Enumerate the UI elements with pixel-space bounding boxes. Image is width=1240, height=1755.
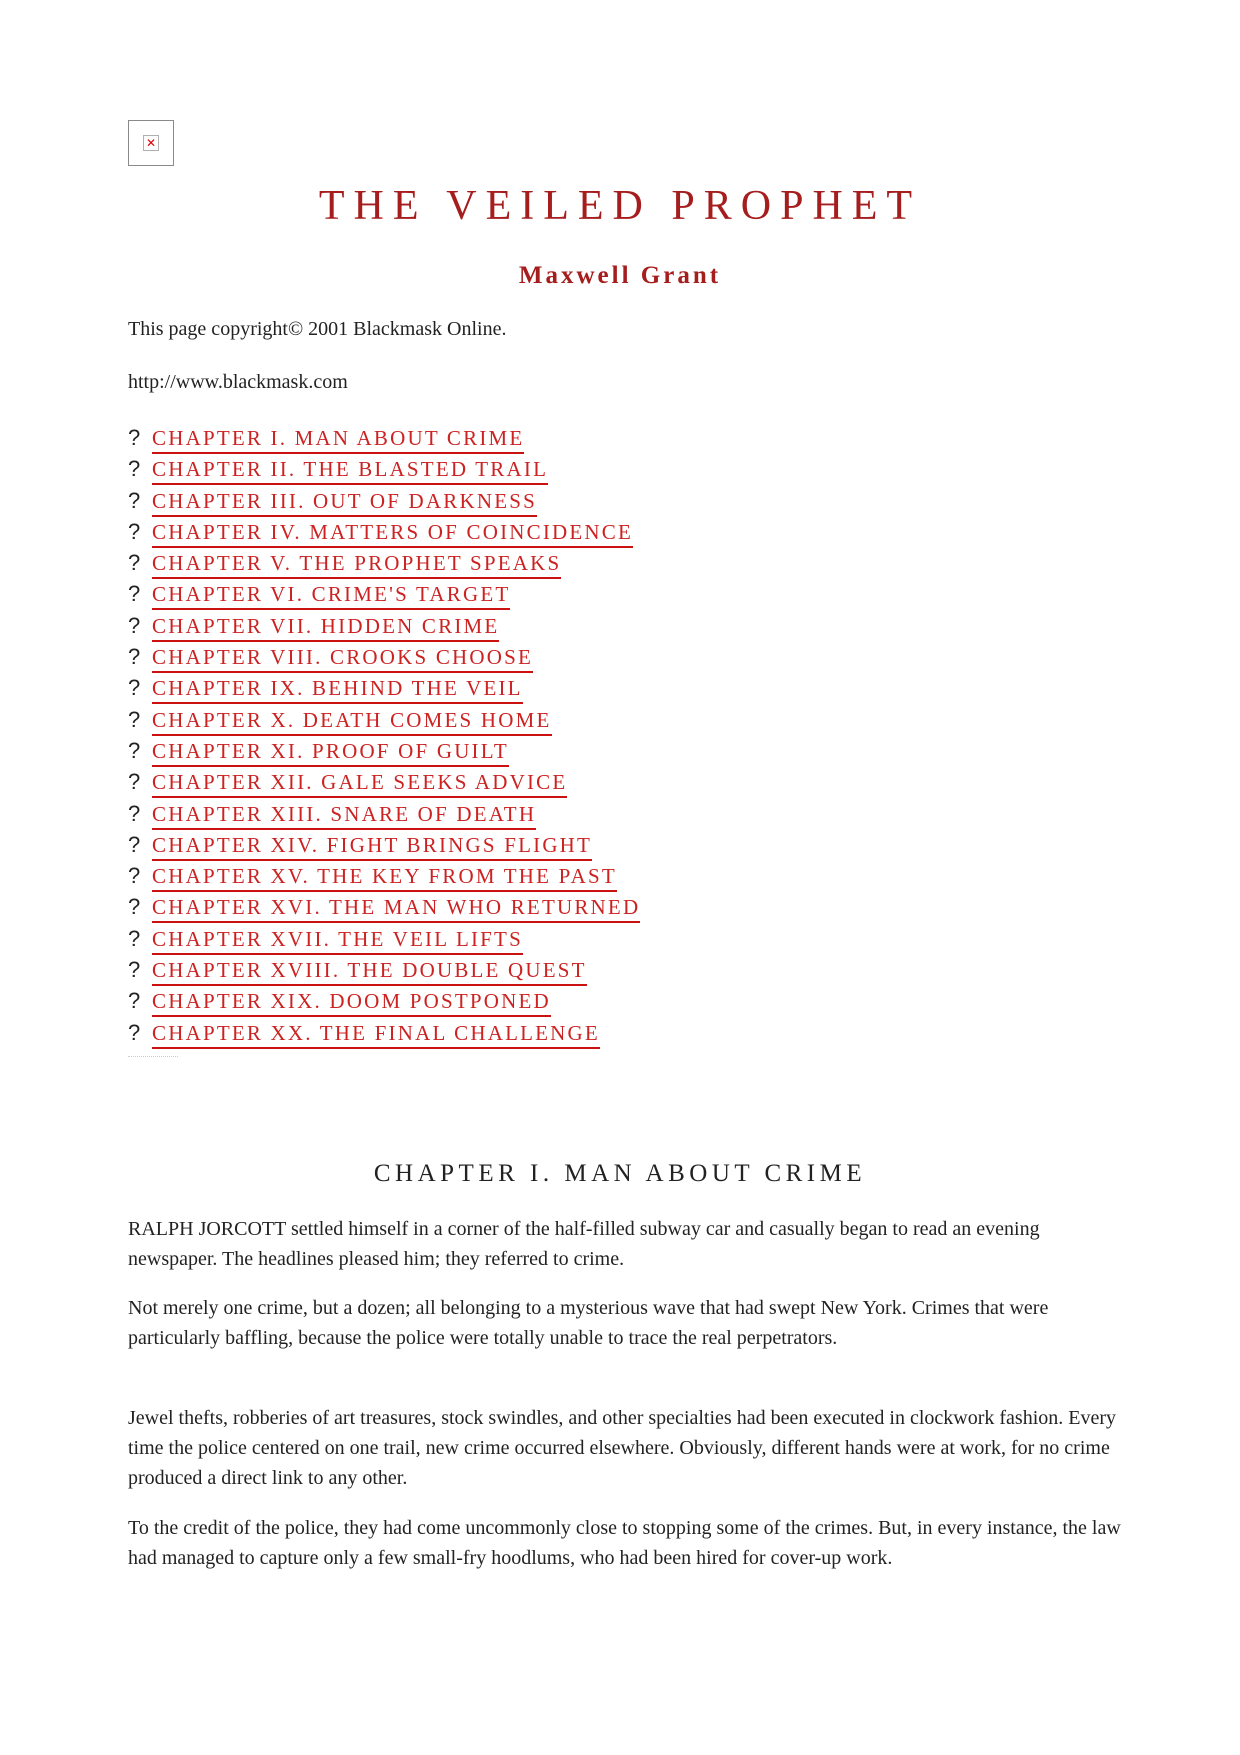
broken-image-x-icon: ✕ [143,135,159,151]
toc-link-chapter-7[interactable]: CHAPTER VII. HIDDEN CRIME [152,613,499,642]
toc-link-chapter-17[interactable]: CHAPTER XVII. THE VEIL LIFTS [152,926,523,955]
chapter-paragraph: To the credit of the police, they had come uncommonly close to stopping some of the crimes. But, in every instance, the law had managed to capture only a few small-fry hoodlums, who had been hired for cover-up work. [128,1517,1121,1569]
toc-link-chapter-18[interactable]: CHAPTER XVIII. THE DOUBLE QUEST [152,957,587,986]
table-of-contents [128,425,640,1051]
toc-link-chapter-9[interactable]: CHAPTER IX. BEHIND THE VEIL [152,675,523,704]
toc-item [128,894,640,925]
toc-link-chapter-2[interactable]: CHAPTER II. THE BLASTED TRAIL [152,456,548,485]
chapter-heading: CHAPTER I. MAN ABOUT CRIME [373,1160,867,1187]
chapter-paragraph: Jewel thefts, robberies of art treasures, stock swindles, and other specialties had been executed in clockwork fashion. Every time the police centered on one trail, new crime occurred elsewhere. Obviously, different hands were at work, for no crime produced a direct link to any other. [128,1407,1116,1489]
toc-bullet: ? [128,800,141,826]
toc-bullet: ? [128,612,141,638]
book-title: THE VEILED PROPHET [318,183,922,229]
toc-bullet: ? [128,518,141,544]
toc-bullet: ? [128,456,141,482]
toc-link-chapter-14[interactable]: CHAPTER XIV. FIGHT BRINGS FLIGHT [152,832,592,861]
copyright-notice: This page copyright© 2001 Blackmask Online. [128,318,507,340]
toc-link-chapter-3[interactable]: CHAPTER III. OUT OF DARKNESS [152,488,537,517]
toc-bullet: ? [128,988,141,1014]
chapter-paragraph: RALPH JORCOTT settled himself in a corner of the half-filled subway car and casually began to read an evening newspaper. The headlines pleased him; they referred to crime. [128,1218,1040,1270]
toc-link-chapter-19[interactable]: CHAPTER XIX. DOOM POSTPONED [152,988,551,1017]
toc-separator [128,1056,178,1061]
toc-item [128,769,640,800]
toc-bullet: ? [128,925,141,951]
toc-item [128,707,640,738]
toc-item [128,456,640,487]
toc-bullet: ? [128,487,141,513]
toc-bullet: ? [128,550,141,576]
toc-link-chapter-5[interactable]: CHAPTER V. THE PROPHET SPEAKS [152,550,561,579]
toc-item [128,488,640,519]
toc-link-chapter-11[interactable]: CHAPTER XI. PROOF OF GUILT [152,738,509,767]
toc-link-chapter-13[interactable]: CHAPTER XIII. SNARE OF DEATH [152,801,536,830]
chapter-paragraph: Not merely one crime, but a dozen; all belonging to a mysterious wave that had swept New York. Crimes that were particularly baffling, because the police were totally unable to trace the real perpetrators. [128,1297,1049,1349]
toc-link-chapter-1[interactable]: CHAPTER I. MAN ABOUT CRIME [152,425,524,454]
toc-bullet: ? [128,706,141,732]
toc-item [128,613,640,644]
toc-bullet: ? [128,581,141,607]
toc-item [128,863,640,894]
broken-image-icon [128,120,174,166]
toc-item [128,1020,640,1051]
toc-item [128,581,640,612]
toc-bullet: ? [128,863,141,889]
toc-item [128,957,640,988]
toc-bullet: ? [128,644,141,670]
toc-link-chapter-16[interactable]: CHAPTER XVI. THE MAN WHO RETURNED [152,894,640,923]
toc-link-chapter-4[interactable]: CHAPTER IV. MATTERS OF COINCIDENCE [152,519,633,548]
toc-item [128,550,640,581]
toc-link-chapter-20[interactable]: CHAPTER XX. THE FINAL CHALLENGE [152,1020,600,1049]
toc-item [128,926,640,957]
toc-link-chapter-10[interactable]: CHAPTER X. DEATH COMES HOME [152,707,552,736]
toc-item [128,519,640,550]
toc-item [128,425,640,456]
toc-link-chapter-12[interactable]: CHAPTER XII. GALE SEEKS ADVICE [152,769,567,798]
toc-item [128,801,640,832]
source-url: http://www.blackmask.com [128,371,348,393]
book-author: Maxwell Grant [518,262,722,289]
toc-link-chapter-8[interactable]: CHAPTER VIII. CROOKS CHOOSE [152,644,533,673]
toc-bullet: ? [128,894,141,920]
toc-item [128,675,640,706]
toc-bullet: ? [128,675,141,701]
toc-item [128,988,640,1019]
toc-item [128,832,640,863]
toc-bullet: ? [128,1019,141,1045]
toc-item [128,644,640,675]
toc-link-chapter-15[interactable]: CHAPTER XV. THE KEY FROM THE PAST [152,863,617,892]
toc-item [128,738,640,769]
toc-bullet: ? [128,957,141,983]
toc-bullet: ? [128,769,141,795]
toc-bullet: ? [128,425,141,450]
toc-bullet: ? [128,737,141,763]
toc-bullet: ? [128,831,141,857]
toc-link-chapter-6[interactable]: CHAPTER VI. CRIME'S TARGET [152,581,510,610]
